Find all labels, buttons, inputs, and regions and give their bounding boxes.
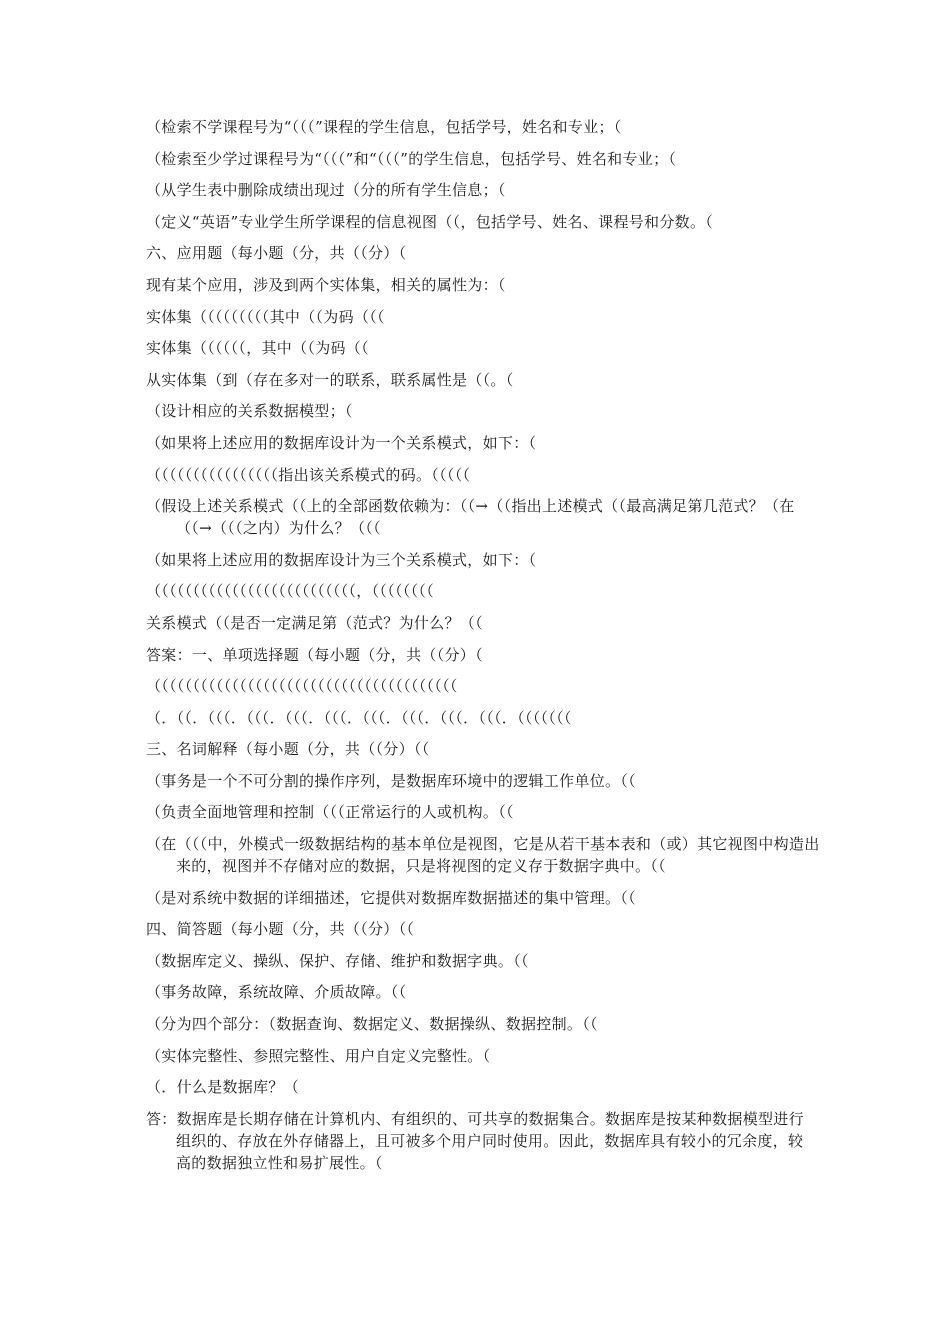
- text-line-33: 答：数据库是长期存储在计算机内、有组织的、可共享的数据集合。数据库是按某种数据模型进行: [146, 1109, 804, 1128]
- text-line-24: （在（（（中，外模式一级数据结构的基本单位是视图，它是从若干基本表和（或）其它视图中构造出: [146, 835, 820, 854]
- text-line-6: 现有某个应用，涉及到两个实体集，相关的属性为：（: [146, 275, 506, 294]
- text-line-23: （负责全面地管理和控制（（（正常运行的人或机构。（（: [146, 803, 514, 822]
- text-line-4: （定义“英语”专业学生所学课程的信息视图（（，包括学号、姓名、课程号和分数。（: [146, 212, 714, 231]
- text-line-25: 来的，视图并不存储对应的数据，只是将视图的定义存于数据字典中。（（: [176, 857, 666, 876]
- text-line-10: （设计相应的关系数据模型；（: [146, 402, 353, 421]
- text-line-2: （检索至少学过课程号为“（（（”和“（（（”的学生信息，包括学号、姓名和专业；（: [146, 149, 677, 168]
- text-line-1: （检索不学课程号为“（（（”课程的学生信息，包括学号，姓名和专业；（: [146, 118, 622, 136]
- text-line-29: （事务故障，系统故障、介质故障。（（: [146, 983, 407, 1002]
- text-line-7: 实体集（（（（（（（（（其中（（为码（（（: [146, 307, 385, 326]
- text-line-8: 实体集（（（（（（，其中（（为码（（: [146, 339, 369, 358]
- document-body: [146, 116, 866, 1183]
- section-heading-answers: 答案：一、单项选择题（每小题（分，共（（分）（: [146, 645, 483, 664]
- text-line-31: （实体完整性、参照完整性、用户自定义完整性。（: [146, 1046, 491, 1065]
- text-line-15: （如果将上述应用的数据库设计为三个关系模式，如下：（: [146, 550, 537, 569]
- text-line-12: （（（（（（（（（（（（（（（（指出该关系模式的码。（（（（（: [146, 465, 471, 484]
- text-line-20: （．（（．（（（．（（（．（（（．（（（．（（（．（（（．（（（．（（（．（（（（（（（: [146, 708, 572, 727]
- text-line-22: （事务是一个不可分割的操作序列，是数据库环境中的逻辑工作单位。（（: [146, 771, 636, 790]
- text-line-19: （（（（（（（（（（（（（（（（（（（（（（（（（（（（（（（（（（（（（（（: [146, 677, 458, 696]
- text-line-30: （分为四个部分：（数据查询、数据定义、数据操纵、数据控制。（（: [146, 1015, 598, 1034]
- section-heading-application: 六、应用题（每小题（分，共（（分）（: [146, 244, 407, 263]
- text-line-26: （是对系统中数据的详细描述，它提供对数据库数据描述的集中管理。（（: [146, 888, 636, 907]
- text-line-9: 从实体集（到（存在多对一的联系，联系属性是（（。（: [146, 370, 514, 389]
- text-line-14: （（→（（（之内）为什么？（（（: [176, 519, 381, 538]
- text-line-32: （．什么是数据库？（: [146, 1078, 300, 1097]
- text-line-3: （从学生表中删除成绩出现过（分的所有学生信息；（: [146, 181, 506, 200]
- text-line-28: （数据库定义、操纵、保护、存储、维护和数据字典。（（: [146, 951, 529, 970]
- section-heading-terms: 三、名词解释（每小题（分，共（（分）（（: [146, 740, 430, 759]
- text-line-34: 组织的、存放在外存储器上，且可被多个用户同时使用。因此，数据库具有较小的冗余度，较: [176, 1131, 804, 1150]
- text-line-13: （假设上述关系模式（（上的全部函数依赖为：（（→（（指出上述模式（（最高满足第几范式？（在: [146, 497, 795, 516]
- section-heading-short-answers: 四、简答题（每小题（分，共（（分）（（: [146, 920, 415, 939]
- text-line-17: 关系模式（（是否一定满足第（范式？为什么？（（: [146, 613, 483, 632]
- text-line-11: （如果将上述应用的数据库设计为一个关系模式，如下：（: [146, 433, 537, 452]
- text-line-35: 高的数据独立性和易扩展性。（: [176, 1153, 383, 1172]
- text-line-16: （（（（（（（（（（（（（（（（（（（（（（（（（（，（（（（（（（（: [146, 582, 435, 601]
